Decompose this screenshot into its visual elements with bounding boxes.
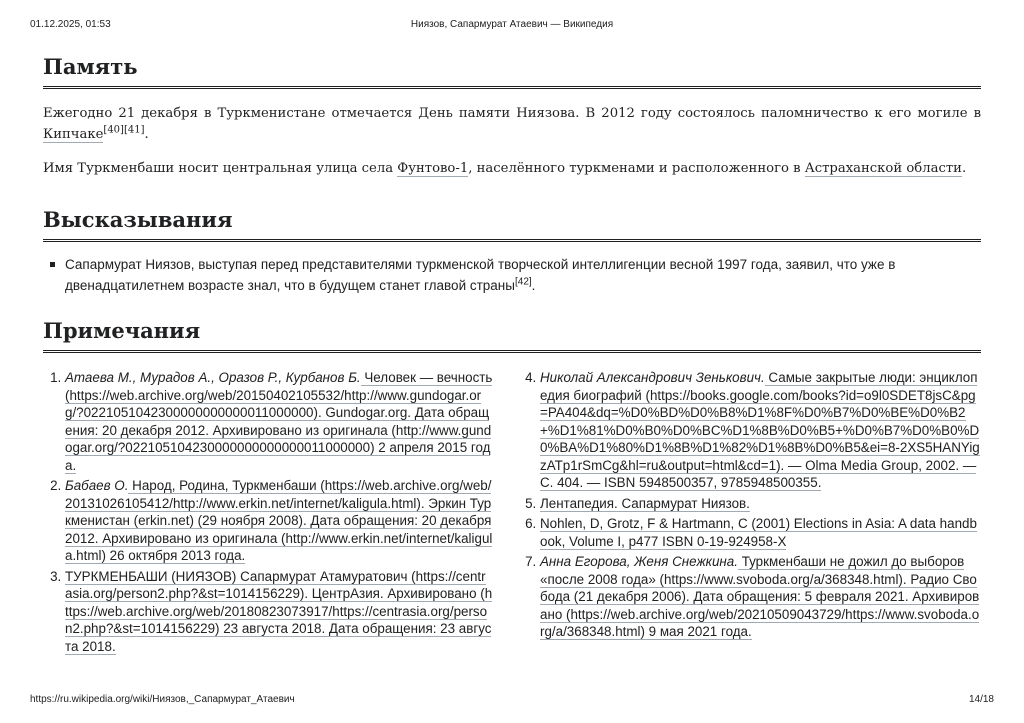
reference-item — [540, 369, 981, 492]
print-header — [0, 19, 1024, 33]
section-memory — [43, 52, 981, 179]
heading-memory: Память — [43, 52, 981, 89]
reference-item — [65, 477, 493, 565]
print-page-title: Ниязов, Сапармурат Атаевич — Википедия — [410, 19, 614, 30]
reference-item — [65, 568, 493, 656]
reference-link[interactable]: Nohlen, D, Grotz, F & Hartmann, C (2001) Elections in Asia: A data handbook, Volume I, p477 ISBN 0-19-924958-X — [540, 516, 977, 549]
reference-author: Анна Егорова, Женя Снежкина. — [540, 554, 738, 569]
section-quotes — [43, 205, 981, 296]
memory-p2-text: Имя Туркменбаши носит центральная улица села — [43, 161, 398, 176]
reference-item — [540, 553, 981, 641]
quote-item — [65, 254, 981, 296]
references-column-1 — [43, 369, 493, 658]
heading-quotes: Высказывания — [43, 205, 981, 242]
ref-40-41[interactable]: [40][41] — [103, 124, 145, 136]
references-column-2 — [518, 369, 981, 644]
memory-p1-text: Ежегодно 21 декабря в Туркменистане отмечается День памяти Ниязова. В 2012 году состоялось паломничество к его могиле в — [43, 106, 981, 121]
reference-author: Бабаев О. — [65, 478, 129, 493]
reference-link[interactable]: ТУРКМЕНБАШИ (НИЯЗОВ) Сапармурат Атамуратович (https://centrasia.org/person2.php?&st=1014156229). ЦентрАзия. Архивировано (https://web.archive.org/web/20180823073917/https://centrasia.org/person2.php?&st=1014156229) 23 августа 2018. Дата обращения: 23 августа 2018. — [65, 568, 493, 654]
link-astrakhan-oblast[interactable]: Астраханской области — [804, 161, 962, 176]
memory-paragraph-2 — [43, 158, 981, 179]
ref-42[interactable]: [42] — [514, 276, 532, 288]
print-page-number: 14/18 — [968, 694, 994, 705]
reference-author: Атаева М., Мурадов А., Оразов Р., Курбанов Б. — [65, 370, 361, 385]
reference-author: Николай Александрович Зенькович. — [540, 370, 765, 385]
memory-p2-end: . — [961, 161, 967, 176]
quote-end: . — [531, 278, 536, 293]
references-list-2 — [518, 369, 981, 641]
references-list-1 — [43, 369, 493, 655]
section-notes — [43, 316, 981, 689]
reference-item — [540, 495, 981, 513]
print-datetime: 01.12.2025, 01:53 — [30, 19, 111, 30]
link-funtovo[interactable]: Фунтово-1 — [397, 161, 469, 176]
article-content — [43, 52, 981, 689]
reference-item — [540, 515, 981, 550]
heading-notes: Примечания — [43, 316, 981, 353]
print-url: https://ru.wikipedia.org/wiki/Ниязов,_Сапармурат_Атаевич — [30, 694, 295, 705]
reference-link[interactable]: Туркменбаши не дожил до выборов «после 2008 года» (https://www.svoboda.org/a/368348.html). Радио Свобода (21 декабря 2006). Дата обращения: 5 февраля 2021. Архивировано (https://web.archive.org/web/20210509043729/https://www.svoboda.org/a/368348.html) 9 мая 2021 года. — [540, 554, 980, 639]
link-kipchak[interactable]: Кипчаке — [43, 127, 104, 142]
quotes-list — [43, 254, 981, 296]
reference-link[interactable]: Самые закрытые люди: энциклопедия биографий (https://books.google.com/books?id=o9l0SDET8jsC&pg=PA404&dq=%D0%BD%D0%B8%D1%8F%D0%B7%D0%BE%D0%B2+%D1%81%D0%B0%D0%BC%D1%8B%D0%B5+%D0%B7%D0%B0%D0%BA%D1%80%D1%8B%D1%82%D1%8B%D0%B5&ei=8-2XS5HANYigzATp1rSmCg&hl=ru&output=html&cd=1). — Olma Media Group, 2002. — С. 404. — ISBN 5948500357, 9785948500355. — [540, 370, 980, 490]
reference-link[interactable]: Человек — вечность (https://web.archive.org/web/20150402105532/http://www.gundogar.org/?0221051042300000000000011000000). Gundogar.org. Дата обращения: 20 декабря 2012. Архивировано из оригинала (http://www.gundogar.org/?022105104230000000000000011000000) 2 апреля 2015 года. — [65, 370, 493, 473]
reference-link[interactable]: Народ, Родина, Туркменбаши (https://web.archive.org/web/20131026105412/http://www.erkin.net/internet/kaligula.html). Эркин Туркменистан (erkin.net) (29 ноября 2008). Дата обращения: 20 декабря 2012. Архивировано из оригинала (http://www.erkin.net/internet/kaligula.html) 26 октября 2013 года. — [65, 478, 493, 563]
reference-link[interactable]: Лентапедия. Сапармурат Ниязов. — [540, 495, 750, 511]
references — [43, 369, 981, 689]
reference-item — [65, 369, 493, 474]
memory-p1-end: . — [144, 127, 149, 142]
memory-paragraph-1 — [43, 103, 981, 145]
quote-text: Сапармурат Ниязов, выступая перед представителями туркменской творческой интеллигенции весной 1997 года, заявил, что уже в двенадцатилетнем возрасте знал, что в будущем станет главой страны — [65, 257, 896, 293]
print-footer — [0, 694, 1024, 708]
memory-p2-text-2: , населённого туркменами и расположенного в — [468, 161, 805, 176]
